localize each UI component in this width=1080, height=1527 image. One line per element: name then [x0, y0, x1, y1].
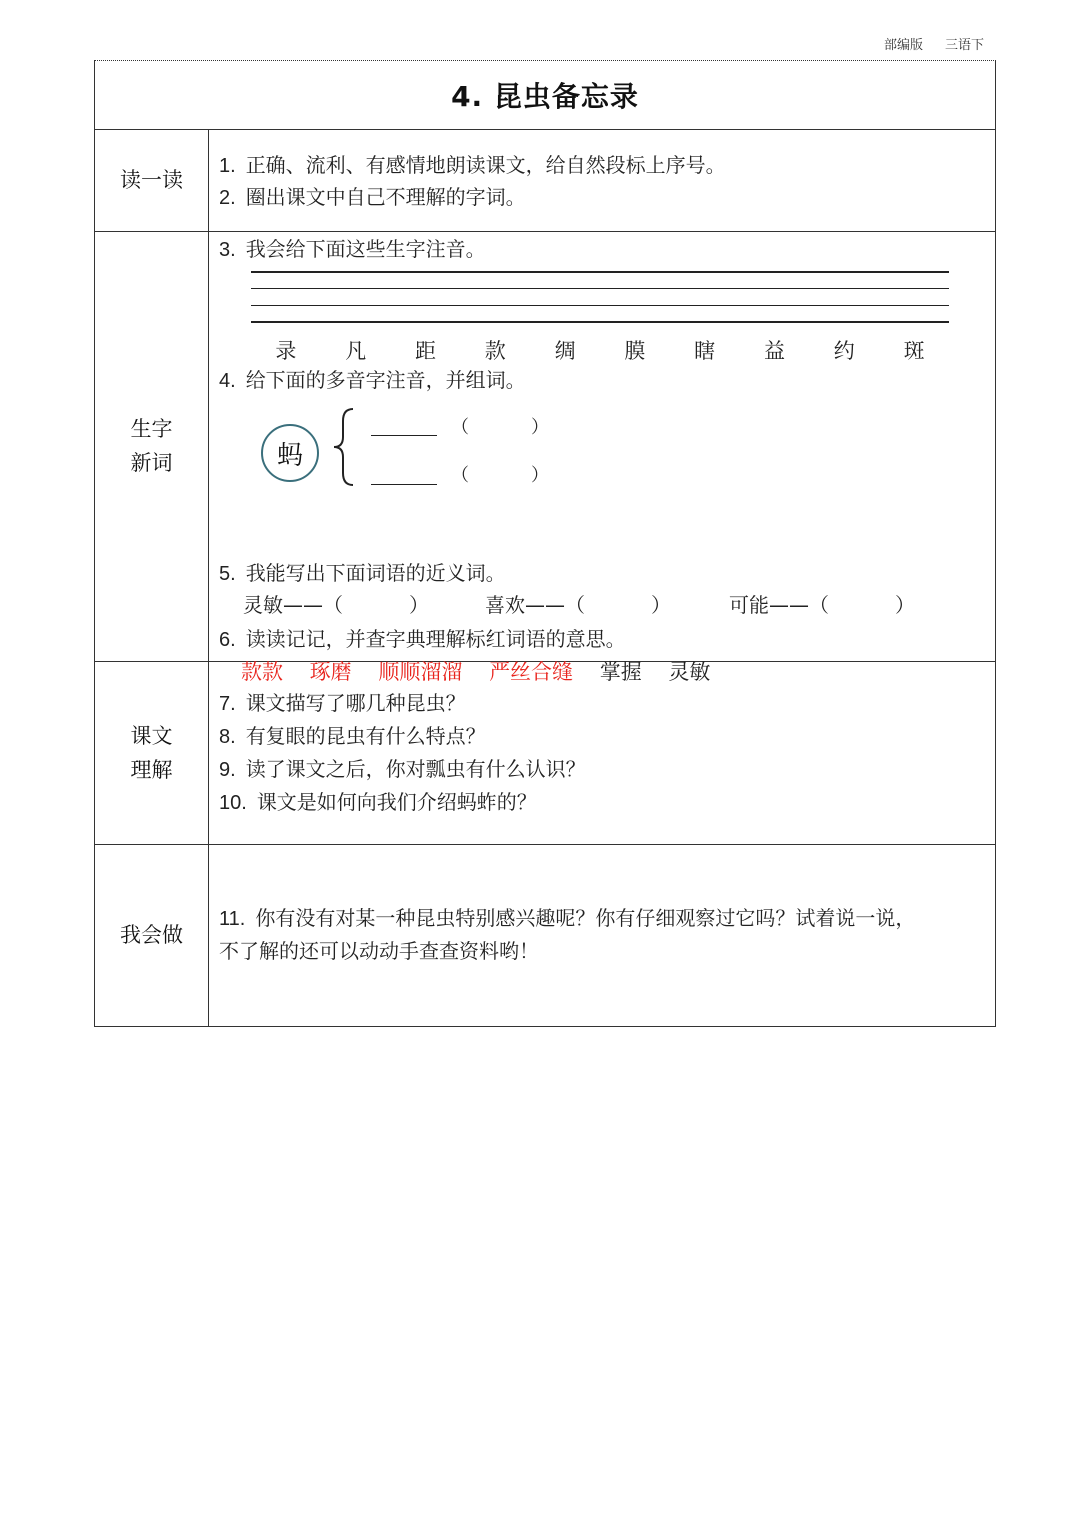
- open-paren: （: [451, 417, 469, 438]
- page-header: [884, 34, 984, 53]
- char: 瞎: [694, 339, 716, 363]
- task-3: 3. 我会给下面这些生字注音。: [219, 237, 486, 261]
- edition-label: 部编版: [883, 38, 923, 53]
- red-word: 严丝合缝: [489, 660, 574, 684]
- task-5: 5. 我能写出下面词语的近义词。: [219, 561, 506, 585]
- char: 益: [763, 339, 785, 363]
- task-2: 2. 圈出课文中自己不理解的字词。: [219, 185, 526, 209]
- section-read: [95, 129, 995, 232]
- black-word: 掌握: [599, 660, 642, 684]
- section-vocab: [95, 231, 995, 684]
- pinyin-blank-2[interactable]: [371, 484, 437, 485]
- char: 距: [414, 339, 436, 363]
- close-paren: ）: [531, 417, 549, 438]
- red-word: 款款: [241, 660, 283, 684]
- task-1: 1. 正确、流利、有感情地朗读课文，给自然段标上序号。: [219, 153, 726, 177]
- char: 款: [484, 339, 506, 363]
- char: 膜: [624, 339, 646, 363]
- section-practice: [95, 844, 995, 1026]
- grade-label: 三语下: [944, 38, 984, 53]
- char: 凡: [345, 339, 367, 363]
- black-word: 灵敏: [668, 660, 711, 684]
- section-comprehension: [95, 661, 995, 845]
- pinyin-line-bottom: [251, 321, 949, 323]
- synonym-item: 灵敏——（ ）: [243, 593, 429, 617]
- brace-icon: [331, 407, 357, 487]
- task-9: 9. 读了课文之后，你对瓢虫有什么认识？: [219, 757, 586, 781]
- synonym-item: 可能——（ ）: [729, 593, 915, 617]
- section-label-comprehension: 课文 理解: [95, 661, 209, 844]
- task-8: 8. 有复眼的昆虫有什么特点？: [219, 724, 486, 748]
- task-6: 6. 读读记记，并查字典理解标红词语的意思。: [219, 627, 626, 651]
- section-label-practice: 我会做: [95, 844, 209, 1026]
- pinyin-line-2: [251, 288, 949, 289]
- close-paren: ）: [531, 465, 549, 486]
- task-7: 7. 课文描写了哪几种昆虫？: [219, 691, 466, 715]
- task-10: 10. 课文是如何向我们介绍蚂蚱的？: [219, 790, 537, 814]
- lesson-title: 4. 昆虫备忘录: [95, 61, 995, 130]
- char: 录: [275, 339, 297, 363]
- task-4: 4. 给下面的多音字注音，并组词。: [219, 368, 526, 392]
- pinyin-line-top: [251, 271, 949, 273]
- open-paren: （: [451, 465, 469, 486]
- section-label-read: 读一读: [95, 129, 209, 231]
- pinyin-blank-1[interactable]: [371, 435, 437, 436]
- worksheet-table: [94, 60, 996, 1027]
- char: 约: [833, 339, 855, 363]
- char: 斑: [903, 339, 925, 363]
- char: 绸: [554, 339, 576, 363]
- red-word: 顺顺溜溜: [378, 660, 463, 684]
- section-label-vocab: 生字 新词: [95, 231, 209, 661]
- new-characters: [251, 335, 949, 365]
- polyphone-circle: 蚂: [261, 424, 319, 482]
- red-word: 琢磨: [309, 660, 352, 684]
- task-11: 11. 你有没有对某一种昆虫特别感兴趣呢？你有仔细观察过它吗？试着说一说， 不了解的还可以动动手查查资料哟！: [219, 906, 916, 963]
- pinyin-line-3: [251, 305, 949, 306]
- synonym-item: 喜欢——（ ）: [485, 593, 671, 617]
